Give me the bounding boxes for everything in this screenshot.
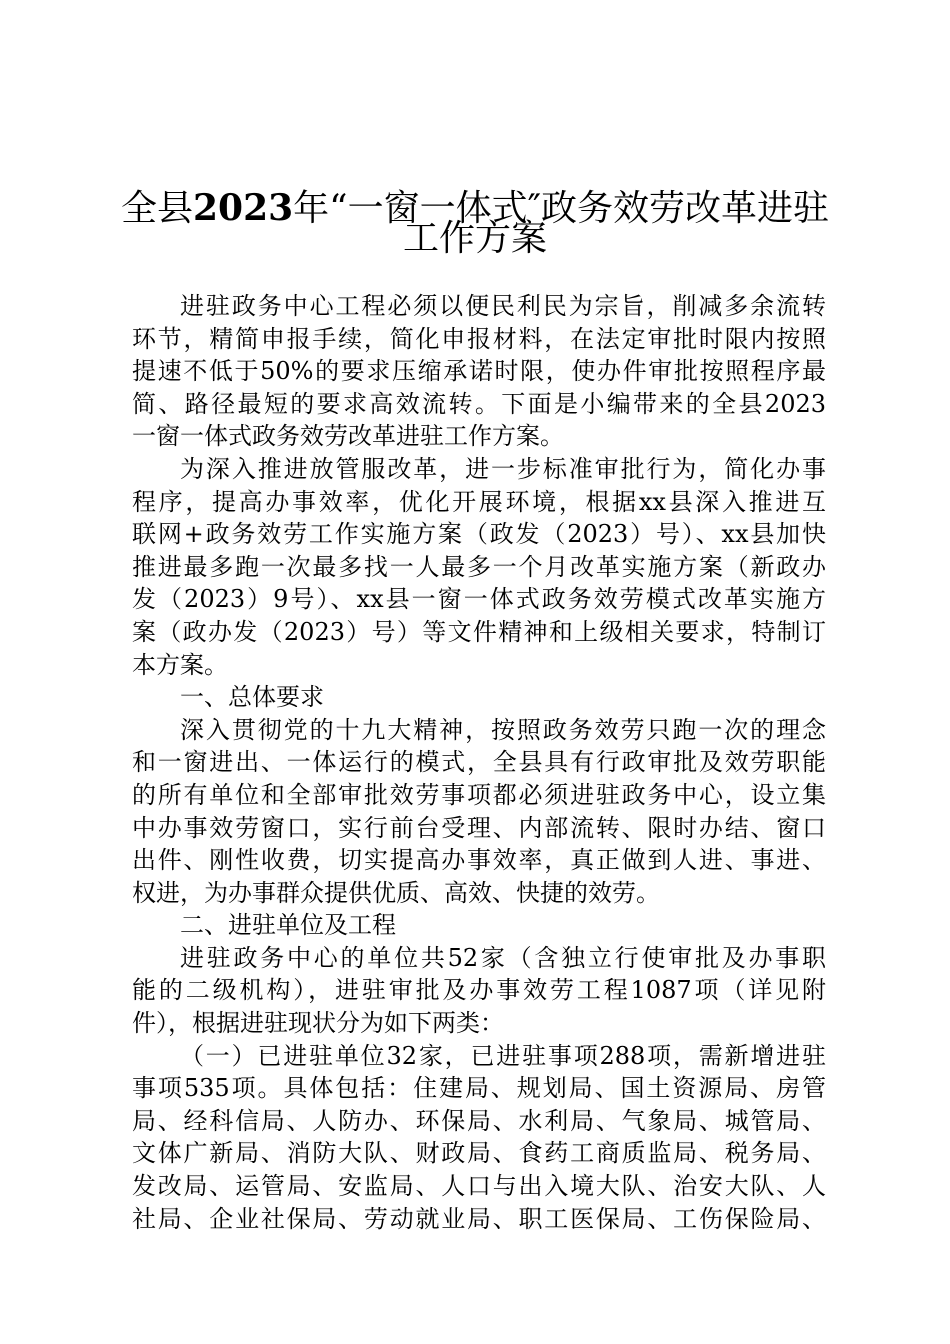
- body-line: 一窗一体式政务效劳改革进驻工作方案。: [132, 422, 564, 451]
- body-line: 出件、刚性收费，切实提高办事效率，真正做到人进、事进、: [132, 846, 826, 875]
- body-line: 深入贯彻党的十九大精神，按照政务效劳只跑一次的理念: [180, 715, 826, 744]
- body-line: （一）已进驻单位32家，已进驻事项288项，需新增进驻: [180, 1041, 826, 1070]
- body-line: 进驻政务中心工程必须以便民利民为宗旨，削减多余流转: [180, 292, 826, 320]
- body-line: 件），根据进驻现状分为如下两类：: [132, 1009, 504, 1038]
- body-line: 为深入推进放管服改革，进一步标准审批行为，简化办事: [180, 454, 826, 483]
- body-line: 环节，精简申报手续，简化申报材料，在法定审批时限内按照: [132, 324, 826, 353]
- body-line: 发改局、运管局、安监局、人口与出入境大队、治安大队、人: [132, 1172, 826, 1201]
- body-line: 局、经科信局、人防办、环保局、水利局、气象局、城管局、: [132, 1106, 826, 1135]
- body-line: 的所有单位和全部审批效劳事项都必须进驻政务中心，设立集: [132, 780, 826, 809]
- body-line: 本方案。: [132, 650, 228, 679]
- body-line: 发（2023）9号）、xx县一窗一体式政务效劳模式改革实施方: [132, 585, 826, 614]
- body-line: 联网+政务效劳工作实施方案（政发（2023）号）、xx县加快: [132, 520, 826, 549]
- body-line: 程序，提高办事效率，优化开展环境，根据xx县深入推进互: [132, 487, 826, 516]
- document-body: [132, 290, 826, 1235]
- body-line: 社局、企业社保局、劳动就业局、职工医保局、工伤保险局、: [132, 1204, 826, 1233]
- section-heading: 二、进驻单位及工程: [180, 911, 396, 940]
- body-line: 简、路径最短的要求高效流转。下面是小编带来的全县2023: [132, 389, 826, 418]
- body-line: 和一窗进出、一体运行的模式，全县具有行政审批及效劳职能: [132, 748, 826, 777]
- body-line: 文体广新局、消防大队、财政局、食药工商质监局、税务局、: [132, 1139, 826, 1168]
- body-line: 推进最多跑一次最多找一人最多一个月改革实施方案（新政办: [132, 552, 826, 581]
- title-prefix: 全县: [120, 188, 193, 229]
- body-line: 案（政办发（2023）号）等文件精神和上级相关要求，特制订: [132, 617, 826, 646]
- body-line: 权进，为办事群众提供优质、高效、快捷的效劳。: [132, 878, 660, 907]
- body-line: 提速不低于50%的要求压缩承诺时限，使办件审批按照程序最: [132, 357, 826, 386]
- section-heading: 一、总体要求: [180, 683, 324, 712]
- body-line: 事项535项。具体包括：住建局、规划局、国土资源局、房管: [132, 1074, 826, 1103]
- body-line: 中办事效劳窗口，实行前台受理、内部流转、限时办结、窗口: [132, 813, 826, 842]
- title-year: 2023: [192, 187, 294, 229]
- document-title-line-2: 工作方案: [402, 218, 547, 259]
- body-line: 进驻政务中心的单位共52家（含独立行使审批及办事职: [180, 943, 826, 972]
- title-suffix: 年“一窗一体式″政务效劳改革进驻: [293, 188, 830, 229]
- body-line: 能的二级机构），进驻审批及办事效劳工程1087项（详见附: [132, 976, 826, 1005]
